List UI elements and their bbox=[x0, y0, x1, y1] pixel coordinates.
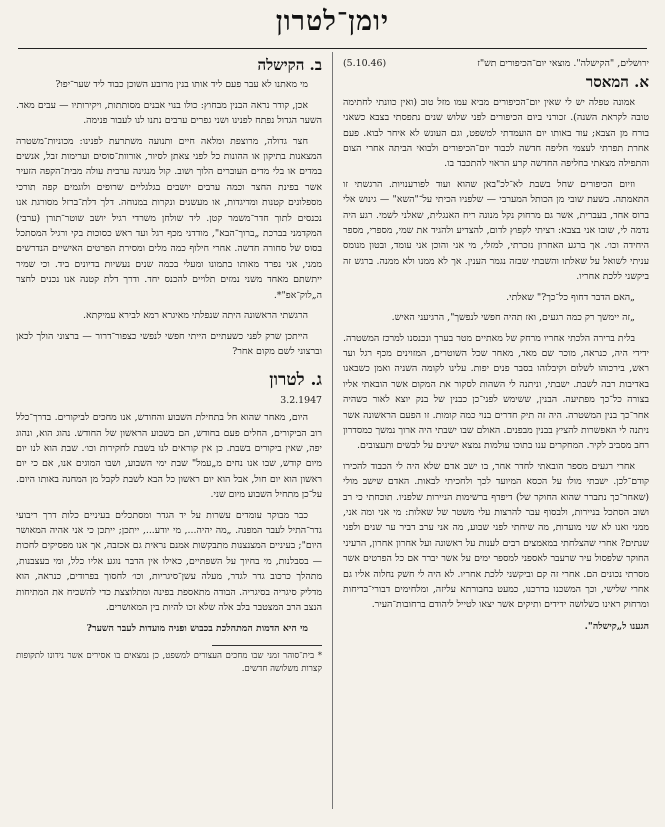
paragraph-signoff: הגענו ל„קישלה". bbox=[584, 620, 649, 632]
section-c-title: ג. לטרון bbox=[269, 370, 322, 391]
paragraph: בלית ברירה הלכתי אחריו מרחק של מאתיים מטר בערך ונכנסנו למרכז המשטרה. ידידי היה, כנראה, מוכר שם מאד, מאחר שכל השוטרים, המזוינים מכף רגל ועד ראש, בירכוהו לשלום וקיבלוהו בסבר פנים יפות. עלינו לקומה השניה ואמן כשבאנו באדיבות רבה לשבת. ישבתי, וניתנה לי השהות לסקור את המקום אשר הובאתי אליו בצורה כל־כך מפתיעה. הבנין, ששימש לפני־כן כבנין של בנק יוצא לאור כשהיה אחר־כך בנין המשטרה. היה זה תיק חדרים בנוי כמה קומות. זו הפעם הראשונה אשר ניתנה לי האפשרות להציץ בבנין מבפנים. האולם שבו ישבתי היה ארוך נמשך כמסדרון רחב מסביב לקיר. המחקרים ענו בתוכו עולמות נמצא ישינים על לבשים ותעצובים. bbox=[343, 332, 649, 452]
paragraph: הרגשתי הראשונה היתה שנפלתי מאיגרא רמא לבירא עמיקתא. bbox=[83, 310, 308, 322]
section-c-date: 3.2.1947 bbox=[280, 394, 322, 406]
paragraph: אמונה טפלה יש לי שאין יום־הכיפורים מביא עמו מזל טוב (ואין כוונתי לחתימה טובה לקראת השנה). זכורני ביום הכיפורים לפני שלוש שנים נתפסתי בצבא כשאני בורח מן הצבא; עוד באותו יום הועמדתי למשפט, וגם העונש לא איחר לבוא. פעם אחרת תפרתי לעצמי חליפה חדשה לכבוד יום־הכיפורים ולבואי הביתה אחרי הצום והתפילה מצאתי בחליפה החדשה קרע הראוי להתכבד בו. bbox=[343, 96, 649, 170]
footnote: * בית־סוהר זמני שבו מחכים העצורים למשפט, כן נמצאים בו אסירים אשר נידונו לתקופות קצרות משלושה חדשים. bbox=[16, 650, 322, 674]
section-b-title: ב. הקישלה bbox=[257, 56, 322, 74]
paragraph: „זה יימשך רק כמה רגעים, ואז תהיה חפשי לנפשך", הרגיעני האיש. bbox=[391, 312, 635, 324]
right-column bbox=[343, 56, 649, 816]
section-a-title: א. המאסר bbox=[585, 73, 649, 92]
footnote-rule bbox=[212, 645, 322, 646]
column-divider bbox=[332, 52, 333, 809]
dateline-place: ירושלים, "הקישלה". מוצאי יום־הכיפורים תש"ז bbox=[477, 58, 649, 69]
paragraph: וזיום הכיפורים שחל בשבת לא־לכ"באן שהוא ועוד לפורענויות. הרגשתי זו התאמתה. בשעת שובי מן הכותל המערבי — שלפניו הכיתי על־"השא" — גינוש אלי ברוס אחד, בעברית, אשר גם מרחוק נקל מנונה ריח האנגלית, שאלני לשמי. רגע היה נדמה לי, שובו אני בצבא: רציתי לקפוץ לדום, להצדיע ולהגיד את שמי, מספרי, מספר היחידה וכו׳. אך ברגע האחרון נזכרתי, למזלי, מי אני והוכן אני עומד, ובטון מנומס עניתי לשואל על שאלתו והשבתי שבזה נגמר הענין. אך לא ממנו ולא ממנה. ברגש זה ביקשני ללכת אחריו. bbox=[343, 178, 649, 283]
paragraph: הייתכן שרק לפני כשעתיים הייתי חפשי לנפשי כצפור־דרור — ברצוני הולך לכאן וברצוני לשם מקום אחר? bbox=[16, 330, 322, 357]
left-column bbox=[16, 56, 322, 816]
paragraph: אכן, קודר נראה הבנין מבחוץ: כולו בנוי אבנים מסותתות, ויקירותיו — עבים מאד. השער הגדול נפתח לפנינו ושני גפרים ערבים נתנו לנו לעבור פנימה. bbox=[16, 99, 322, 127]
paragraph: היום, מאחר שהוא חל בתחילת השבוע והחודש, אנו מחכים לביקורים. בדרך־כלל רוב הביקורים, החלים פעם בחודש, הם בשבוע הראשון של החודש. נהוג הוא, ונהוג יפה, שאין ביקורים בשבת. כן אין קוראים לנו בשבת לחקירות וכו׳. שבת הוא לנו יום מיום קודש, שבו אנו נחים מ„עמל" שבת ימי השבוע, ושבו המוגים אנו, אם כי יום ראשון הוא יום חול, אבל הוא יום ראשון כל הבא לשבת לקבל מן המחנה באותו היום. על־כן מתחיל השבוע מיום שני. bbox=[16, 412, 322, 501]
paragraph: אחרי רגעים מספר הובאתי לחדר אחר, בו ישב אדם שלא היה לי הכבוד להכירו קודם־לכן. ישבתי מולו על הכסא המיועד לכך ולחכיתי לבאות. האדם שישב מולי (שאחר־כך נתברר שהוא החוקר של) דיפדף ברשימות הניירות שלפניו. תוכחתי כי רב ושוב הסתכל בניירות, ולבסוף עבר להרצות עלי משטר של שאלות: מי אני ומה אני, ממני ואנו לא שני מועדות, מה שיחתי לפני שבוע, מה אני ערב דביר ער שנים ולפני שנתים? אחרי שהצלחתי במאמצים רבים לענות על ראשונה ועל אחרון אחרון, הרעיני החוקר שלפסול עיר שרעבר לאספני למספר ימים על אשר יברר אם כל הפרטים אשר מסרתי נכונים הם. אחרי זה קם וביקשני ללכת אחריו. לא היה לי חשק נחלוה אליו גם אחרי שלישי, וכך המשכנו בדרכנו, כמעט בחבורתא עליזה, ומלחימים דבורי־בדיחות ומרחוק ראינו כשלושה ידידים ותיקים אשר יצאו לטייל ליהודם ברחובות־העיר. bbox=[343, 460, 649, 611]
paragraph: כבר מבוקר עומדים עשרות על יד הגדר ומסתכלים בעיניים כלות דרך ריבועי גדר־התיל לעבר המפנה. „מה יהיה..., מי יודע..., ייתכן; ייתכן כי אני אהיה המאושר היום"; בעיניים המצנצנות מתבקשות אמנם נראית גם אכזבה, אך אנו מפסיקים לחכות — בסבלנות, מי בחיוך על השפתיים, כאילו אין הדבר נוגע אליו כלל, ומי בעצבנות, מתהלך כרכוב גדר לגדר, מעלה עשן־סיגריות, וכו׳ לחסוך בפרודים, כנראה, הוא מדליק סיגריה בסיגריה. הבודה מתאספת בפינה ומתלוצצת כדי להשכיח את המתיחות הנצב הרב המצטבר בלב אלה שלא זכו להיות בין המאושרים. bbox=[16, 509, 322, 613]
page-masthead: יומן־לטרון bbox=[275, 6, 390, 37]
paragraph: „האם הדבר דחוף כל־כך?" שאלתי. bbox=[506, 291, 635, 303]
paragraph: מי היא הדמות המתהלכת בכבוש ופניה מועדות לעבר השער? bbox=[86, 623, 308, 635]
header-rule bbox=[18, 48, 647, 49]
dateline bbox=[343, 56, 649, 71]
dateline-date: (5.10.46) bbox=[343, 58, 387, 69]
paragraph: חצר גדולה, מרוצפת ומלאה חיים ותנועה משתרעת לפנינו: מכוניות־משטרה המצאנות בתיקון או ההונות כל לפני צאתן לסיור, אורוות־סוסים וערימות זבל, אנשים במדים או בלי מדים העוברים הלוך ושוב. קול מנגינה ערבית עולה מבית־הקפה הזעיר אשר בפינת החצר וכמה ערבים יושבים בגלגליים שרופים ולוגמים קפה תורכי מספלונים קטנות ומדיגדות, או מעשנים ונקרות במנוחה. דלך דלת־ברזל מסורגת אנו נכנסים לתוך חדר־משמר קטן. ליד שולחן משרדי רגיל יושב שוטר־תורן (ערבי) המקדמני בברכת „ברוך־הבא", מודדני מכף רגל ועד ראש כסוכות בקי ורגיל המסתכל בסוס של סחורה חדשה. אחרי חילוף כמה מלים ומסירת הפרטים האישיים הנדרשים ממני, אני נפרד מאותו בתמונו ומעלי בכמה שנים נעשיות בדיונים ביד. וכי שמיר ייתשתם מאחד משני נמזים תלויים להכנס יחד. ודרך דלת קטנה אנו נכנים לחצר ה„לוק־אפ"*. bbox=[16, 135, 322, 301]
paragraph: מי מאתנו לא עבר פעם ליד אותו בנין מרובע השוכן כבוד ליד שער־יפו? bbox=[55, 79, 308, 91]
